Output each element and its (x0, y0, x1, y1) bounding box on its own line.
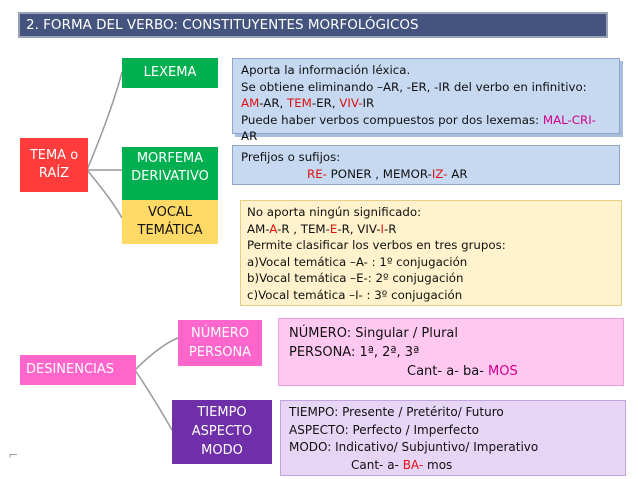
numero-line3 (289, 362, 613, 381)
vocal-line5: b)Vocal temática –E-: 2º conjugación (247, 271, 464, 285)
tiempo-line3: MODO: Indicativo/ Subjuntivo/ Imperativo (289, 440, 539, 454)
connector-desinencias-tiempo (135, 370, 172, 430)
morfema-line2 (241, 166, 611, 183)
vocal-am: AM- (247, 221, 270, 236)
tiempo-canta: Cant- a- (351, 457, 403, 472)
vocal-line1: No aporta ningún significado: (247, 205, 422, 219)
desinencias-box (20, 355, 136, 385)
lexema-malcri: MAL-CRI- (542, 112, 596, 127)
tiempo-line2: ASPECTO: Perfecto / Imperfecto (289, 422, 479, 437)
morfema-line1: Prefijos o sufijos: (241, 150, 341, 164)
numero-line1: NÚMERO: Singular / Plural (289, 326, 458, 341)
slide-bullet-icon: ⌐ (8, 448, 19, 462)
vocal-label-line2: TEMÁTICA (137, 223, 203, 238)
numero-label-line1: NÚMERO (191, 326, 249, 341)
numero-note (278, 318, 624, 386)
lexema-tem: TEM (287, 96, 312, 110)
lexema-note (232, 58, 620, 143)
lexema-ir: IR (362, 96, 375, 110)
vocal-viv: -R, VIV- (337, 221, 381, 236)
numero-line2: PERSONA: 1ª, 2ª, 3ª (289, 345, 420, 360)
tema-box (20, 138, 88, 192)
lexema-line3 (241, 95, 611, 112)
tiempo-mos: mos (423, 457, 453, 472)
desinencias-label: DESINENCIAS (26, 362, 115, 377)
tiempo-note (280, 400, 626, 476)
lexema-box (122, 58, 218, 88)
lexema-line2: Se obtiene eliminando –AR, -ER, -IR del verbo en infinitivo: (241, 79, 587, 94)
numero-mos: MOS (488, 364, 518, 379)
tema-label-line1: TEMA o (29, 148, 79, 163)
vocal-tem: -R , TEM- (277, 221, 330, 236)
connector-tema-vocal (87, 170, 122, 218)
tiempo-box (172, 400, 272, 464)
connector-tema-lexema (87, 72, 122, 170)
morfema-ar: AR (447, 166, 468, 181)
vocal-line4: a)Vocal temática –A- : 1º conjugación (247, 254, 468, 269)
tiempo-line1: TIEMPO: Presente / Pretérito/ Futuro (289, 405, 504, 419)
tiempo-label-line1: TIEMPO (197, 405, 247, 420)
lexema-label: LEXEMA (143, 65, 197, 80)
lexema-line4-text: Puede haber verbos compuestos por dos lexemas: (241, 112, 543, 127)
vocal-r: -R (383, 221, 397, 236)
vocal-a: A (269, 221, 278, 236)
vocal-label-line1: VOCAL (147, 205, 193, 220)
vocal-e: E (329, 221, 338, 236)
morfema-note (232, 145, 620, 185)
connector-desinencias-numero (135, 338, 178, 370)
morfema-iz: IZ- (431, 166, 448, 181)
vocal-box (122, 200, 218, 244)
tiempo-label-line3: MODO (201, 443, 243, 458)
morfema-poner: PONER , MEMOR- (326, 166, 432, 181)
tiempo-line4 (289, 457, 617, 475)
tiempo-ba: BA- (402, 457, 424, 472)
lexema-ar: -AR, (259, 96, 288, 110)
lexema-line4-ar: AR (241, 129, 258, 143)
vocal-line3: Permite clasificar los verbos en tres grupos: (247, 238, 506, 252)
vocal-line6: c)Vocal temática –I- : 3º conjugación (247, 287, 463, 302)
numero-box (178, 320, 262, 366)
morfema-re: RE- (307, 166, 327, 181)
lexema-er: -ER, (311, 96, 340, 110)
vocal-i: I (380, 221, 384, 236)
tiempo-label-line2: ASPECTO (191, 424, 253, 439)
lexema-line1: Aporta la información léxica. (241, 63, 411, 77)
numero-label-line2: PERSONA (188, 345, 252, 360)
morfema-label: MORFEMA DERIVATIVO (131, 151, 209, 184)
lexema-am: AM (241, 96, 260, 110)
lexema-viv: VIV- (339, 96, 363, 110)
vocal-note (240, 200, 622, 306)
vocal-line2 (247, 221, 615, 238)
lexema-line4 (241, 112, 611, 145)
tema-label-line2: RAÍZ (38, 166, 70, 181)
page-title: 2. FORMA DEL VERBO: CONSTITUYENTES MORFOLÓGICOS (18, 12, 608, 38)
numero-cantaba: Cant- a- ba- (407, 364, 489, 379)
morfema-box (122, 147, 218, 201)
